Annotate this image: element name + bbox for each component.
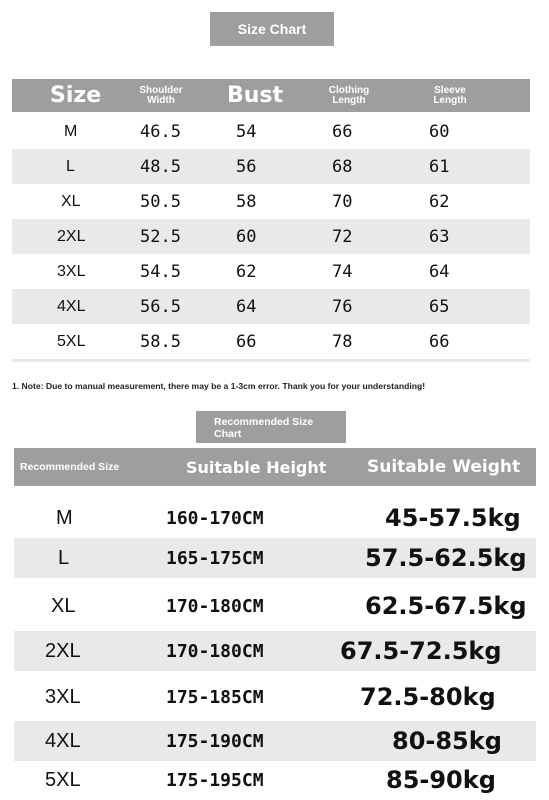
table-row xyxy=(14,721,536,761)
header-bust: Bust xyxy=(227,83,284,108)
sleeve-cell: 61 xyxy=(429,156,450,177)
header-suitable-weight: Suitable Weight xyxy=(367,457,521,477)
size-cell: M xyxy=(64,122,78,140)
sleeve-cell: 65 xyxy=(429,296,450,317)
header-shoulder-width: Shoulder Width xyxy=(139,84,183,106)
table-row xyxy=(12,254,530,289)
size-cell: M xyxy=(56,506,73,529)
table-row xyxy=(12,149,530,184)
size-cell: L xyxy=(58,546,70,569)
recommended-header-row xyxy=(14,448,536,486)
size-chart-table xyxy=(12,79,530,362)
weight-cell: 45-57.5kg xyxy=(385,504,521,532)
length-cell: 68 xyxy=(332,156,353,177)
table-row xyxy=(14,586,536,626)
height-cell: 170-180CM xyxy=(166,640,264,662)
sleeve-cell: 63 xyxy=(429,226,450,247)
size-chart-title: Size Chart xyxy=(210,12,334,46)
shoulder-cell: 50.5 xyxy=(140,191,181,212)
size-cell: XL xyxy=(51,594,76,617)
bust-cell: 58 xyxy=(236,191,257,212)
size-cell: 3XL xyxy=(57,262,86,280)
table-row xyxy=(12,289,530,324)
measurement-note: 1. Note: Due to manual measurement, there may be a 1-3cm error. Thank you for your understanding! xyxy=(12,381,426,391)
weight-cell: 72.5-80kg xyxy=(360,683,496,711)
size-cell: XL xyxy=(61,192,81,210)
height-cell: 170-180CM xyxy=(166,595,264,617)
bust-cell: 60 xyxy=(236,226,257,247)
size-cell: 2XL xyxy=(45,639,81,662)
length-cell: 76 xyxy=(332,296,353,317)
size-cell: 4XL xyxy=(57,297,86,315)
table-row xyxy=(12,114,530,149)
length-cell: 74 xyxy=(332,261,353,282)
weight-cell: 62.5-67.5kg xyxy=(365,592,527,620)
shoulder-cell: 52.5 xyxy=(140,226,181,247)
table-row xyxy=(14,631,536,671)
height-cell: 175-185CM xyxy=(166,686,264,708)
length-cell: 66 xyxy=(332,121,353,142)
size-cell: 4XL xyxy=(45,729,81,752)
weight-cell: 85-90kg xyxy=(386,766,496,794)
length-cell: 72 xyxy=(332,226,353,247)
length-cell: 70 xyxy=(332,191,353,212)
size-cell: 2XL xyxy=(57,227,86,245)
shoulder-cell: 58.5 xyxy=(140,331,181,352)
height-cell: 175-195CM xyxy=(166,769,264,791)
shoulder-cell: 54.5 xyxy=(140,261,181,282)
shoulder-cell: 48.5 xyxy=(140,156,181,177)
size-cell: 5XL xyxy=(45,768,81,791)
shoulder-cell: 46.5 xyxy=(140,121,181,142)
table-row xyxy=(12,219,530,254)
height-cell: 175-190CM xyxy=(166,730,264,752)
size-chart-header-row xyxy=(12,79,530,112)
bust-cell: 64 xyxy=(236,296,257,317)
size-cell: L xyxy=(66,157,75,175)
header-suitable-height: Suitable Height xyxy=(186,457,327,477)
sleeve-cell: 66 xyxy=(429,331,450,352)
height-cell: 160-170CM xyxy=(166,507,264,529)
table-row xyxy=(14,760,536,800)
bust-cell: 54 xyxy=(236,121,257,142)
recommended-size-title: Recommended Size Chart xyxy=(196,411,346,443)
bust-cell: 56 xyxy=(236,156,257,177)
weight-cell: 57.5-62.5kg xyxy=(365,544,527,572)
size-cell: 5XL xyxy=(57,332,86,350)
header-recommended-size: Recommended Size xyxy=(20,461,120,473)
header-sleeve-length: Sleeve Length xyxy=(433,84,467,106)
sleeve-cell: 62 xyxy=(429,191,450,212)
recommended-size-table xyxy=(14,448,536,794)
shoulder-cell: 56.5 xyxy=(140,296,181,317)
header-size: Size xyxy=(50,83,102,108)
table-row xyxy=(14,498,536,538)
size-cell: 3XL xyxy=(45,685,81,708)
length-cell: 78 xyxy=(332,331,353,352)
bust-cell: 66 xyxy=(236,331,257,352)
sleeve-cell: 64 xyxy=(429,261,450,282)
bust-cell: 62 xyxy=(236,261,257,282)
table-row xyxy=(14,538,536,578)
weight-cell: 67.5-72.5kg xyxy=(340,637,502,665)
height-cell: 165-175CM xyxy=(166,547,264,569)
table-row xyxy=(14,677,536,717)
weight-cell: 80-85kg xyxy=(392,727,502,755)
table-row xyxy=(12,184,530,219)
sleeve-cell: 60 xyxy=(429,121,450,142)
table-row xyxy=(12,324,530,362)
header-clothing-length: Clothing Length xyxy=(328,84,370,106)
